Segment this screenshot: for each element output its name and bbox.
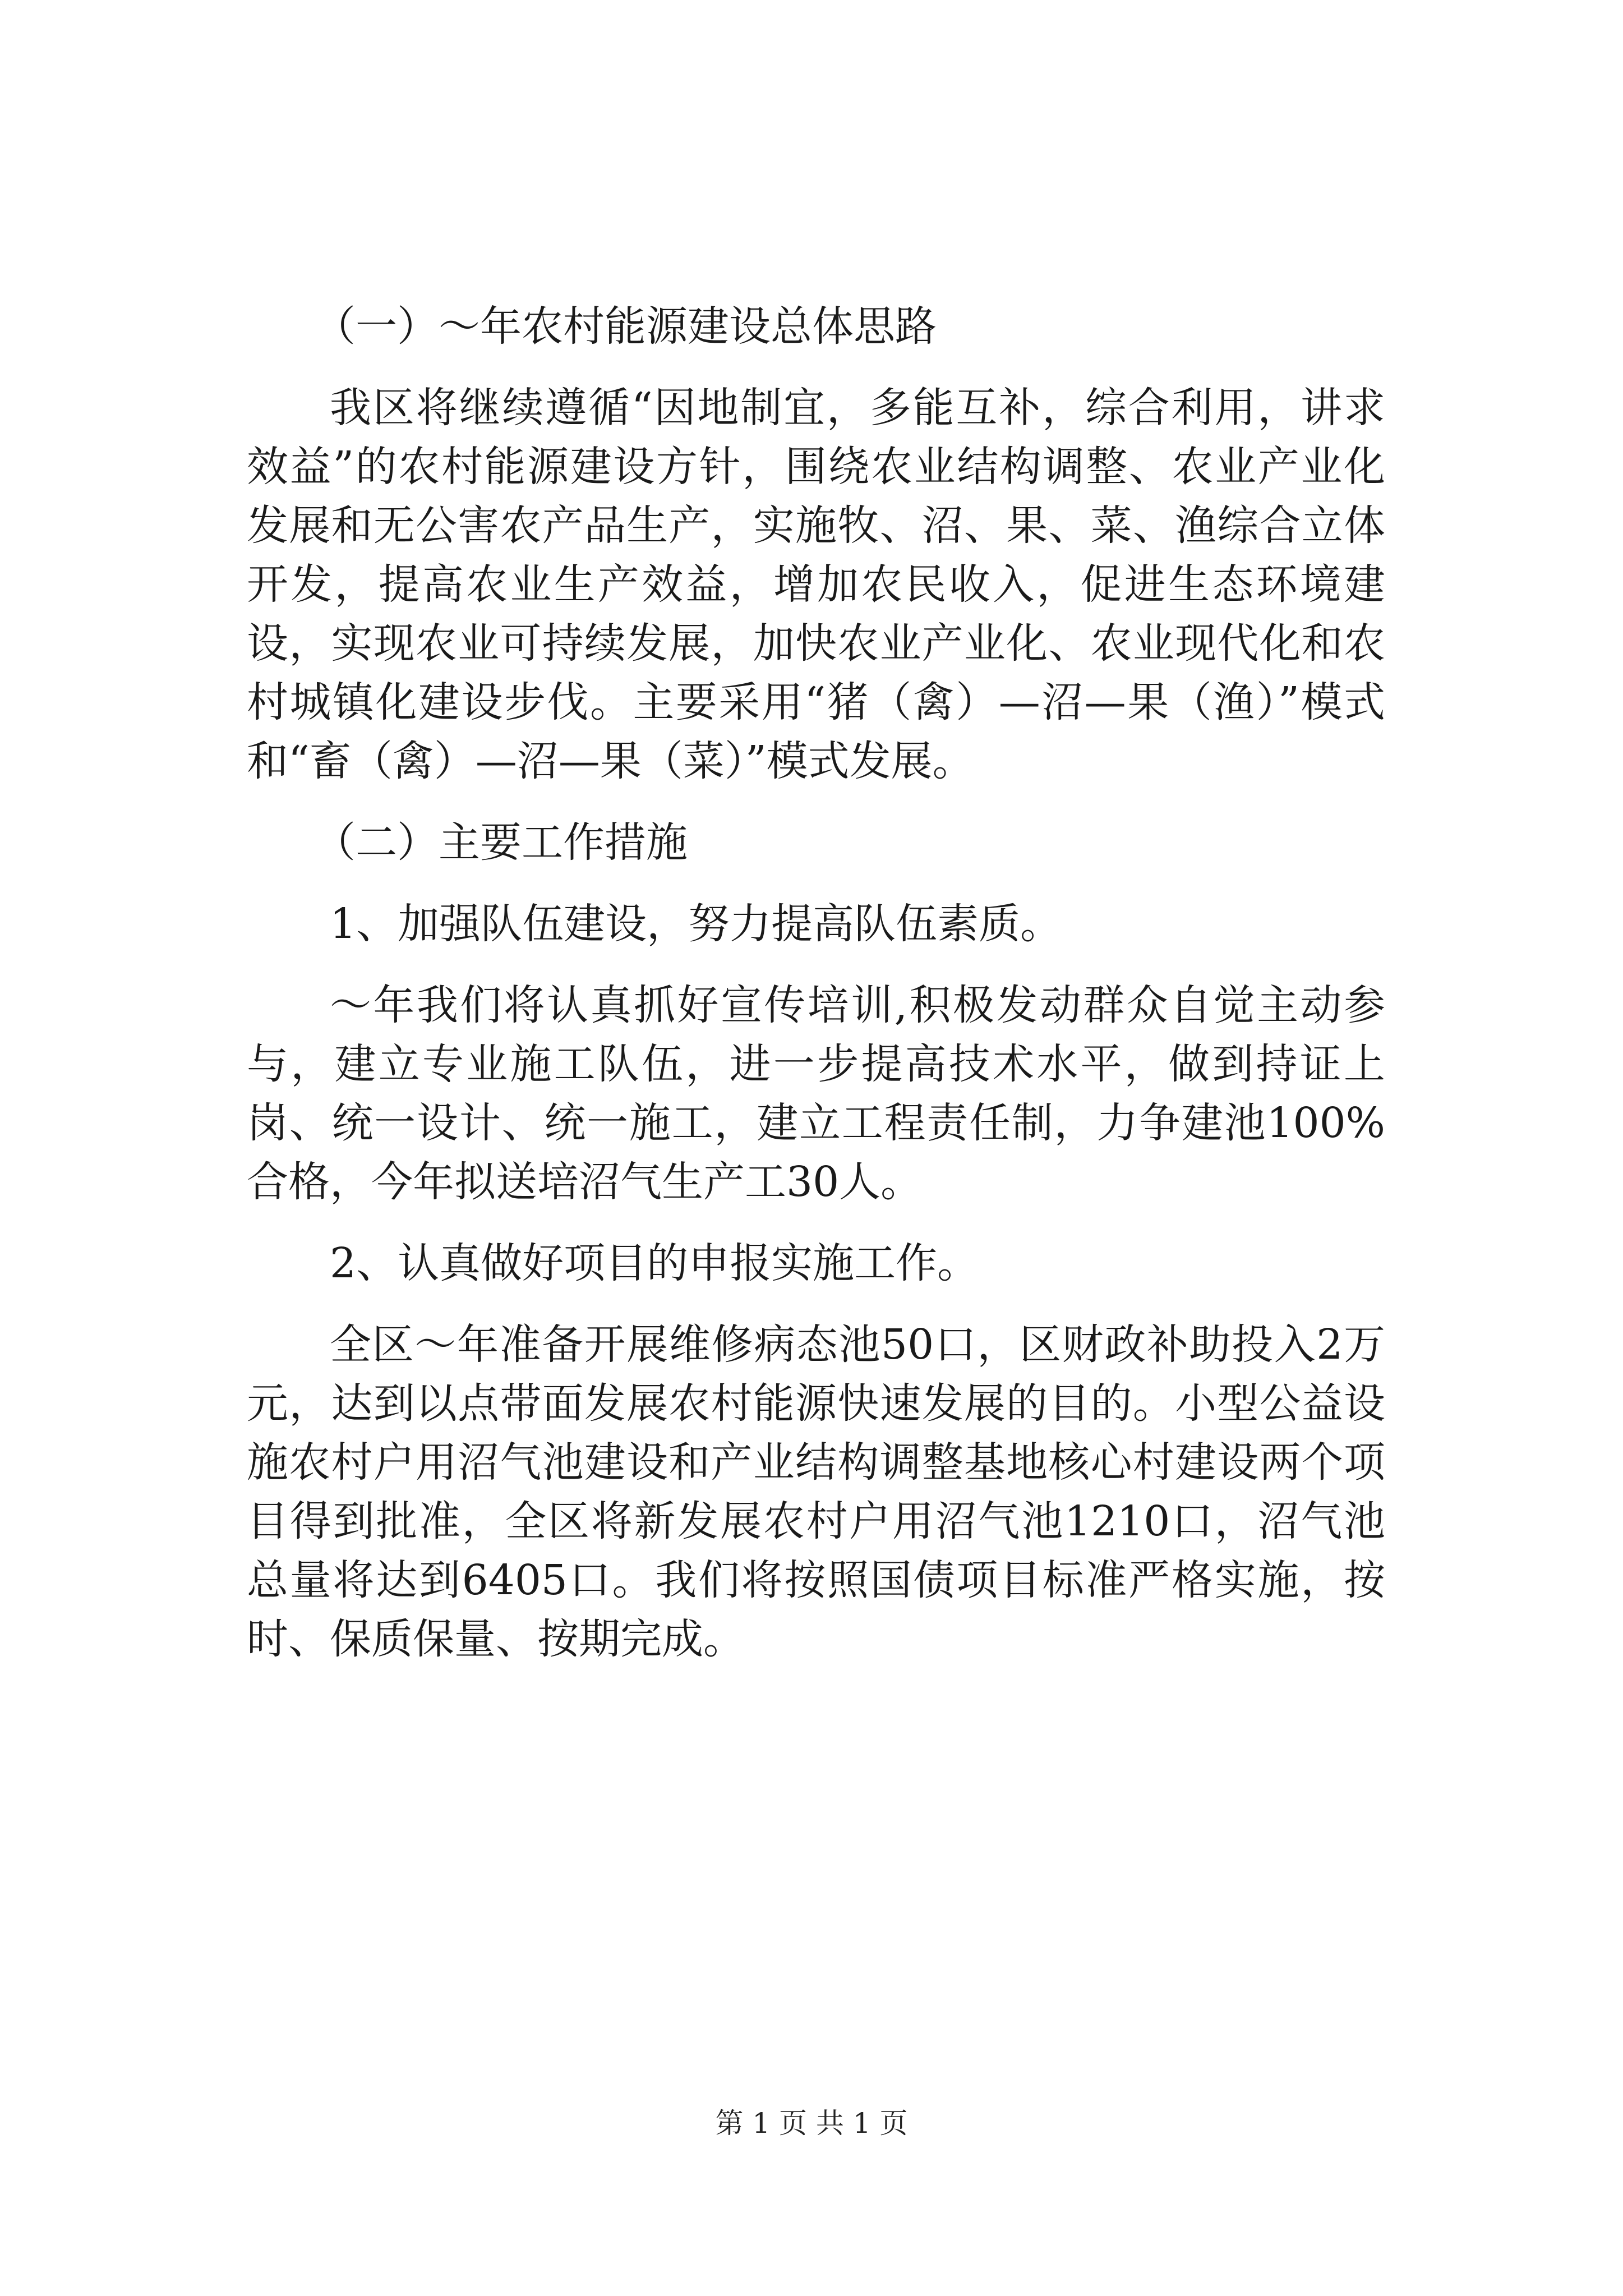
paragraph-overall-approach: 我区将继续遵循“因地制宜，多能互补，综合利用，讲求效益”的农村能源建设方针，围绕农业结构调整、农业产业化发展和无公害农产品生产，实施牧、沼、果、菜、渔综合立体开发，提高农业生产效益，增加农民收入，促进生态环境建设，实现农业可持续发展，加快农业产业化、农业现代化和农村城镇化建设步伐。主要采用“猪（禽）—沼—果（渔）”模式和“畜（禽）—沼—果（菜）”模式发展。	[247, 384, 1385, 785]
page-footer: 第 1 页 共 1 页	[715, 2107, 908, 2139]
section-heading-1: （一）～年农村能源建设总体思路	[314, 302, 937, 351]
paragraph-project-implementation: 全区～年准备开展维修病态池50口，区财政补助投入2万元，达到以点带面发展农村能源快速发展的目的。小型公益设施农村户用沼气池建设和产业结构调整基地核心村建设两个项目得到批准，全区将新发展农村户用沼气池1210口，沼气池总量将达到6405口。我们将按照国债项目标准严格实施，按时、保质保量、按期完成。	[247, 1320, 1385, 1663]
paragraph-item-1-title: 1、加强队伍建设，努力提高队伍素质。	[330, 900, 1062, 948]
paragraph-training: ～年我们将认真抓好宣传培训,积极发动群众自觉主动参与，建立专业施工队伍，进一步提高技术水平，做到持证上岗、统一设计、统一施工，建立工程责任制，力争建池100%合格，今年拟送培沼气生产工30人。	[247, 981, 1385, 1206]
document-body	[247, 297, 1385, 1691]
paragraph-item-2-title: 2、认真做好项目的申报实施工作。	[330, 1239, 979, 1287]
section-heading-2: （二）主要工作措施	[314, 818, 688, 867]
